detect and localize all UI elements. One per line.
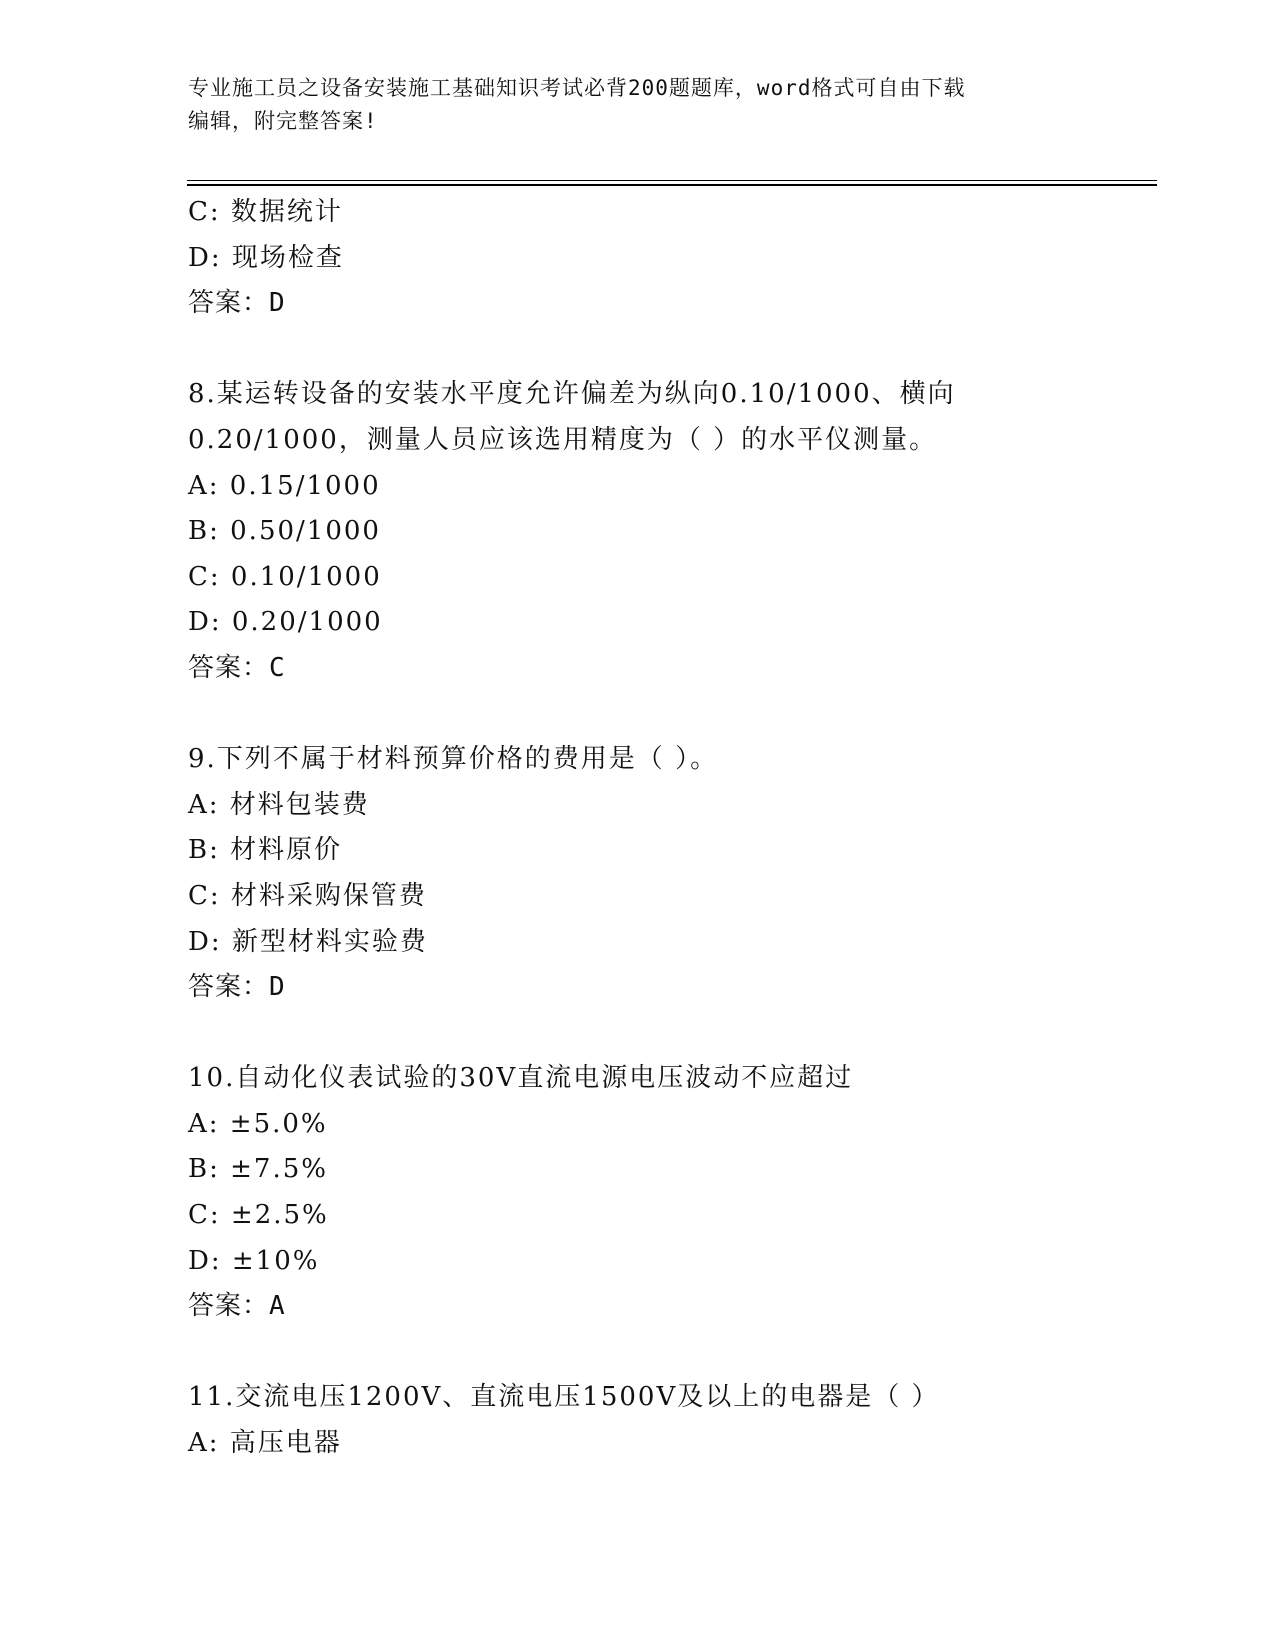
q10-option-b: B: ±7.5%: [188, 1154, 328, 1185]
question-7: [188, 190, 1168, 327]
q8-option-c: C: 0.10/1000: [188, 561, 382, 592]
q9-option-b: B: 材料原价: [188, 835, 343, 866]
question-9: [188, 737, 1168, 1011]
header-title-line-2: 编辑，附完整答案!: [188, 109, 378, 133]
q7-option-c: C: 数据统计: [188, 197, 343, 227]
q10-option-a: A: ±5.0%: [188, 1108, 328, 1139]
document-header: [188, 72, 1068, 138]
q7-answer: 答案：D: [188, 288, 286, 319]
q8-stem-line-1: 8.某运转设备的安装水平度允许偏差为纵向0.10/1000、横向: [188, 379, 956, 410]
q8-stem-line-2: 0.20/1000，测量人员应该选用精度为（ ）的水平仪测量。: [188, 424, 938, 455]
spacer: [188, 1330, 1168, 1376]
header-title-line-1: 专业施工员之设备安装施工基础知识考试必背200题题库，word格式可自由下载: [188, 76, 966, 100]
q9-stem: 9.下列不属于材料预算价格的费用是（ ）。: [188, 744, 719, 775]
q11-stem: 11.交流电压1200V、直流电压1500V及以上的电器是（ ）: [188, 1382, 940, 1413]
question-list: [188, 190, 1168, 1467]
spacer: [188, 1011, 1168, 1057]
q10-option-c: C: ±2.5%: [188, 1200, 329, 1231]
q8-option-b: B: 0.50/1000: [188, 516, 381, 547]
q7-option-d: D: 现场检查: [188, 242, 344, 273]
q11-option-a: A: 高压电器: [188, 1428, 342, 1459]
header-divider-thick: [187, 184, 1157, 186]
spacer: [188, 327, 1168, 373]
question-8: [188, 372, 1168, 691]
q8-option-d: D: 0.20/1000: [188, 607, 383, 638]
q10-option-d: D: ±10%: [188, 1245, 320, 1276]
q10-answer: 答案：A: [188, 1291, 286, 1322]
q9-option-d: D: 新型材料实验费: [188, 926, 428, 957]
question-11: [188, 1375, 1168, 1466]
q9-option-c: C: 材料采购保管费: [188, 880, 427, 911]
q8-option-a: A: 0.15/1000: [188, 470, 381, 501]
q10-stem: 10.自动化仪表试验的30V直流电源电压波动不应超过: [188, 1063, 854, 1094]
q9-answer: 答案：D: [188, 972, 286, 1003]
q8-answer: 答案：C: [188, 652, 286, 683]
q9-option-a: A: 材料包装费: [188, 789, 370, 820]
header-divider-thin: [187, 180, 1157, 181]
question-10: [188, 1056, 1168, 1330]
spacer: [188, 692, 1168, 738]
